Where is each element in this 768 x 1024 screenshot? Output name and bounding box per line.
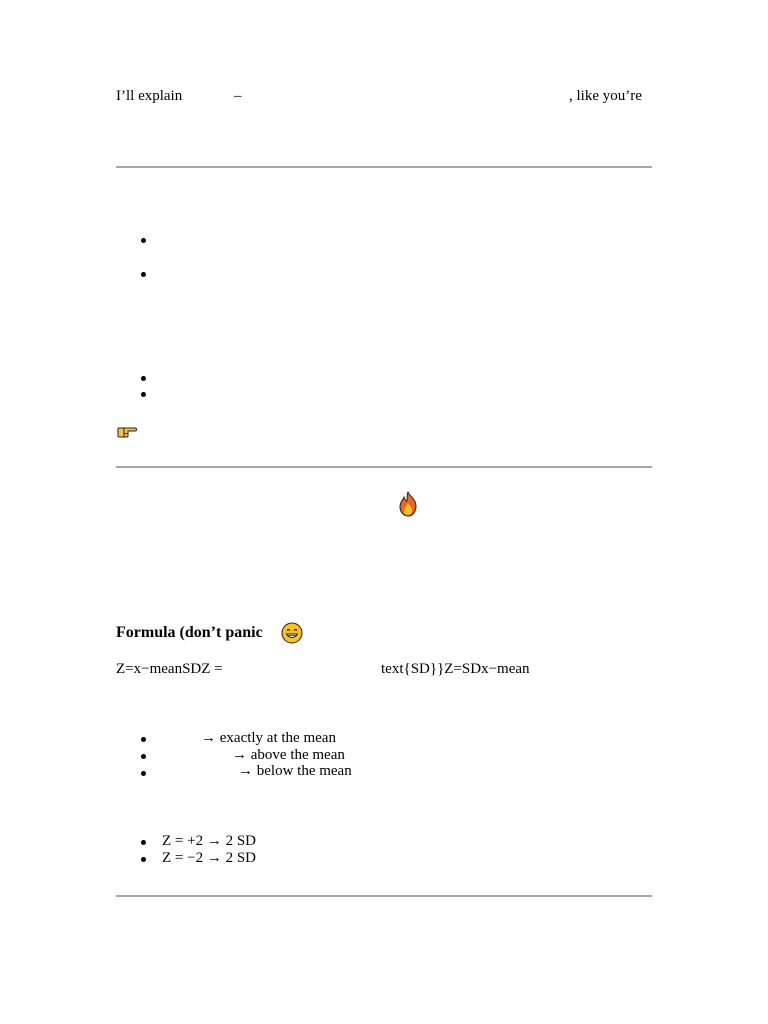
divider-2 [116,466,652,468]
list-item: Z = −2 → 2 SD [162,850,257,866]
formula-right: text{SD}}Z=SDx−mean [381,661,530,677]
bullet-marker [141,737,146,742]
list-item: → below the mean [238,763,352,779]
intro-dash: – [234,88,242,104]
divider-3 [116,895,652,897]
formula-left: Z=x−meanSDZ = [116,661,223,677]
bullet-marker [141,771,146,776]
bullet-marker [141,754,146,759]
fire-icon [397,491,419,522]
bullet-marker [141,376,146,381]
intro-text-end: , like you’re [569,88,642,104]
formula-heading: Formula (don’t panic [116,624,263,641]
bullet-marker [141,857,146,862]
bullet-marker [141,272,146,277]
divider-1 [116,166,652,168]
bullet-marker [141,840,146,845]
bullet-marker [141,238,146,243]
pointing-hand-icon [117,423,137,444]
grinning-face-icon [281,622,303,649]
intro-text-start: I’ll explain [116,88,183,104]
bullet-marker [141,392,146,397]
list-item: Z = +2 → 2 SD [162,833,257,849]
list-item: → above the mean [232,747,345,763]
list-item: → exactly at the mean [201,730,336,746]
